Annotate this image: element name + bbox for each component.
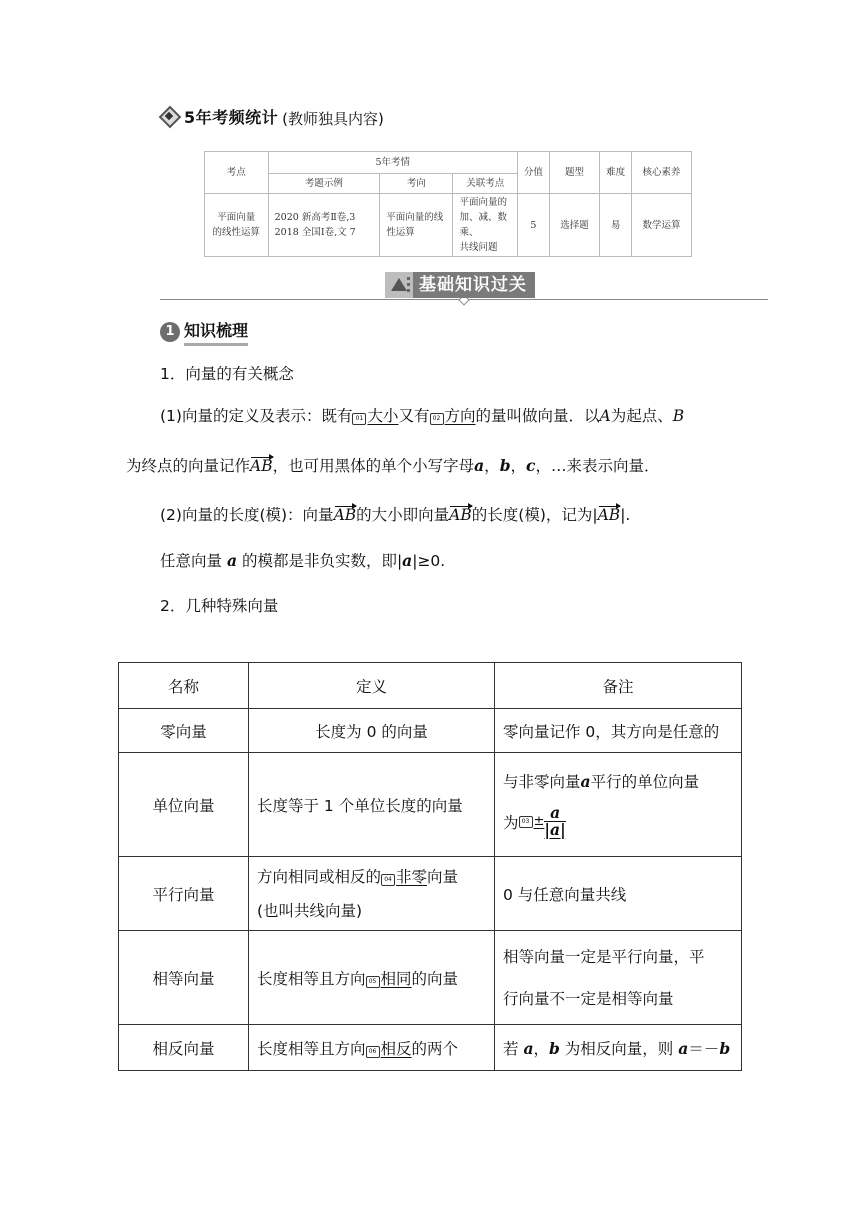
header-literacy: 核心素养 xyxy=(632,152,692,194)
banner-title: 基础知识过关 xyxy=(413,272,535,298)
section-banner xyxy=(385,272,535,298)
heading-1: 1．向量的有关概念 xyxy=(160,365,294,383)
cell-example: 2020 新高考Ⅱ卷,3 2018 全国Ⅰ卷,文 7 xyxy=(268,194,380,257)
subheading-title: 知识梳理 xyxy=(184,318,248,346)
heading-2: 2．几种特殊向量 xyxy=(160,597,279,615)
stats-section-title: 5年考频统计 xyxy=(184,107,279,127)
stats-section-note: (教师独具内容) xyxy=(282,109,384,128)
header-kaodian: 考点 xyxy=(205,152,269,194)
number-badge: 1 xyxy=(160,322,180,342)
special-vectors-table xyxy=(118,662,742,1071)
answer-blank: 大小 xyxy=(367,407,399,425)
table-row: 相等向量 长度相等且方向 05 相同的向量 相等向量一定是平行向量，平 行向量不一定是相等向量 xyxy=(119,931,742,1025)
vector-ab: AB xyxy=(333,506,357,524)
header-related: 关联考点 xyxy=(453,174,517,194)
table-row: 平行向量 方向相同或相反的 04 非零向量 (也叫共线向量) 0 与任意向量共线 xyxy=(119,857,742,931)
paragraph-modulus: 任意向量 a 的模都是非负实数，即|a|≥0. xyxy=(160,551,446,570)
header-note: 备注 xyxy=(495,663,742,709)
cell-kaodian: 平面向量 的线性运算 xyxy=(205,194,269,257)
exam-stats-table xyxy=(204,151,692,257)
header-score: 分值 xyxy=(517,152,549,194)
diamond-icon xyxy=(160,107,178,125)
header-difficulty: 难度 xyxy=(600,152,632,194)
paragraph-length: (2)向量的长度(模)：向量AB的大小即向量AB的长度(模)，记为|AB|. xyxy=(160,506,631,524)
marker-icon: 04 xyxy=(381,874,395,886)
cell-direction: 平面向量的线 性运算 xyxy=(380,194,453,257)
header-qtype: 题型 xyxy=(549,152,600,194)
cell-difficulty: 易 xyxy=(600,194,632,257)
header-definition: 定义 xyxy=(249,663,495,709)
header-direction: 考向 xyxy=(380,174,453,194)
table-row: 相反向量 长度相等且方向 06 相反的两个 若 a，b 为相反向量，则 a＝－b xyxy=(119,1025,742,1071)
vector-ab: AB xyxy=(449,506,472,524)
unit-vector-fraction: $\frac{a}{|a|}$ xyxy=(544,803,566,839)
marker-icon: 01 xyxy=(352,413,366,425)
marker-icon: 02 xyxy=(430,413,444,425)
cell-literacy: 数学运算 xyxy=(632,194,692,257)
marker-icon: 05 xyxy=(366,976,380,988)
table-row: 零向量 长度为 0 的向量 零向量记作 0，其方向是任意的 xyxy=(119,709,742,753)
header-example: 考题示例 xyxy=(268,174,380,194)
stats-section-heading xyxy=(160,104,384,128)
vector-ab: AB xyxy=(250,457,273,475)
vector-ab: AB xyxy=(597,506,621,524)
cell-score: 5 xyxy=(517,194,549,257)
answer-blank: 方向 xyxy=(444,407,476,425)
marker-icon: 06 xyxy=(366,1046,380,1058)
triangle-icon xyxy=(385,272,413,298)
paragraph-definition: (1)向量的定义及表示：既有 01 大小又有 02 方向的量叫做向量．以A为起点、B xyxy=(160,407,685,425)
knowledge-subheading xyxy=(160,318,248,346)
marker-icon: 03 xyxy=(519,816,533,828)
table-row: 单位向量 长度等于 1 个单位长度的向量 与非零向量a平行的单位向量 为 03 ± $\frac{a}{|a|}$ xyxy=(119,753,742,857)
cell-qtype: 选择题 xyxy=(549,194,600,257)
cell-related: 平面向量的 加、减、数乘、 共线问题 xyxy=(453,194,517,257)
header-five-year: 5年考情 xyxy=(268,152,517,174)
header-name: 名称 xyxy=(119,663,249,709)
paragraph-notation: 为终点的向量记作AB，也可用黑体的单个小写字母a，b，c，…来表示向量． xyxy=(126,456,660,475)
